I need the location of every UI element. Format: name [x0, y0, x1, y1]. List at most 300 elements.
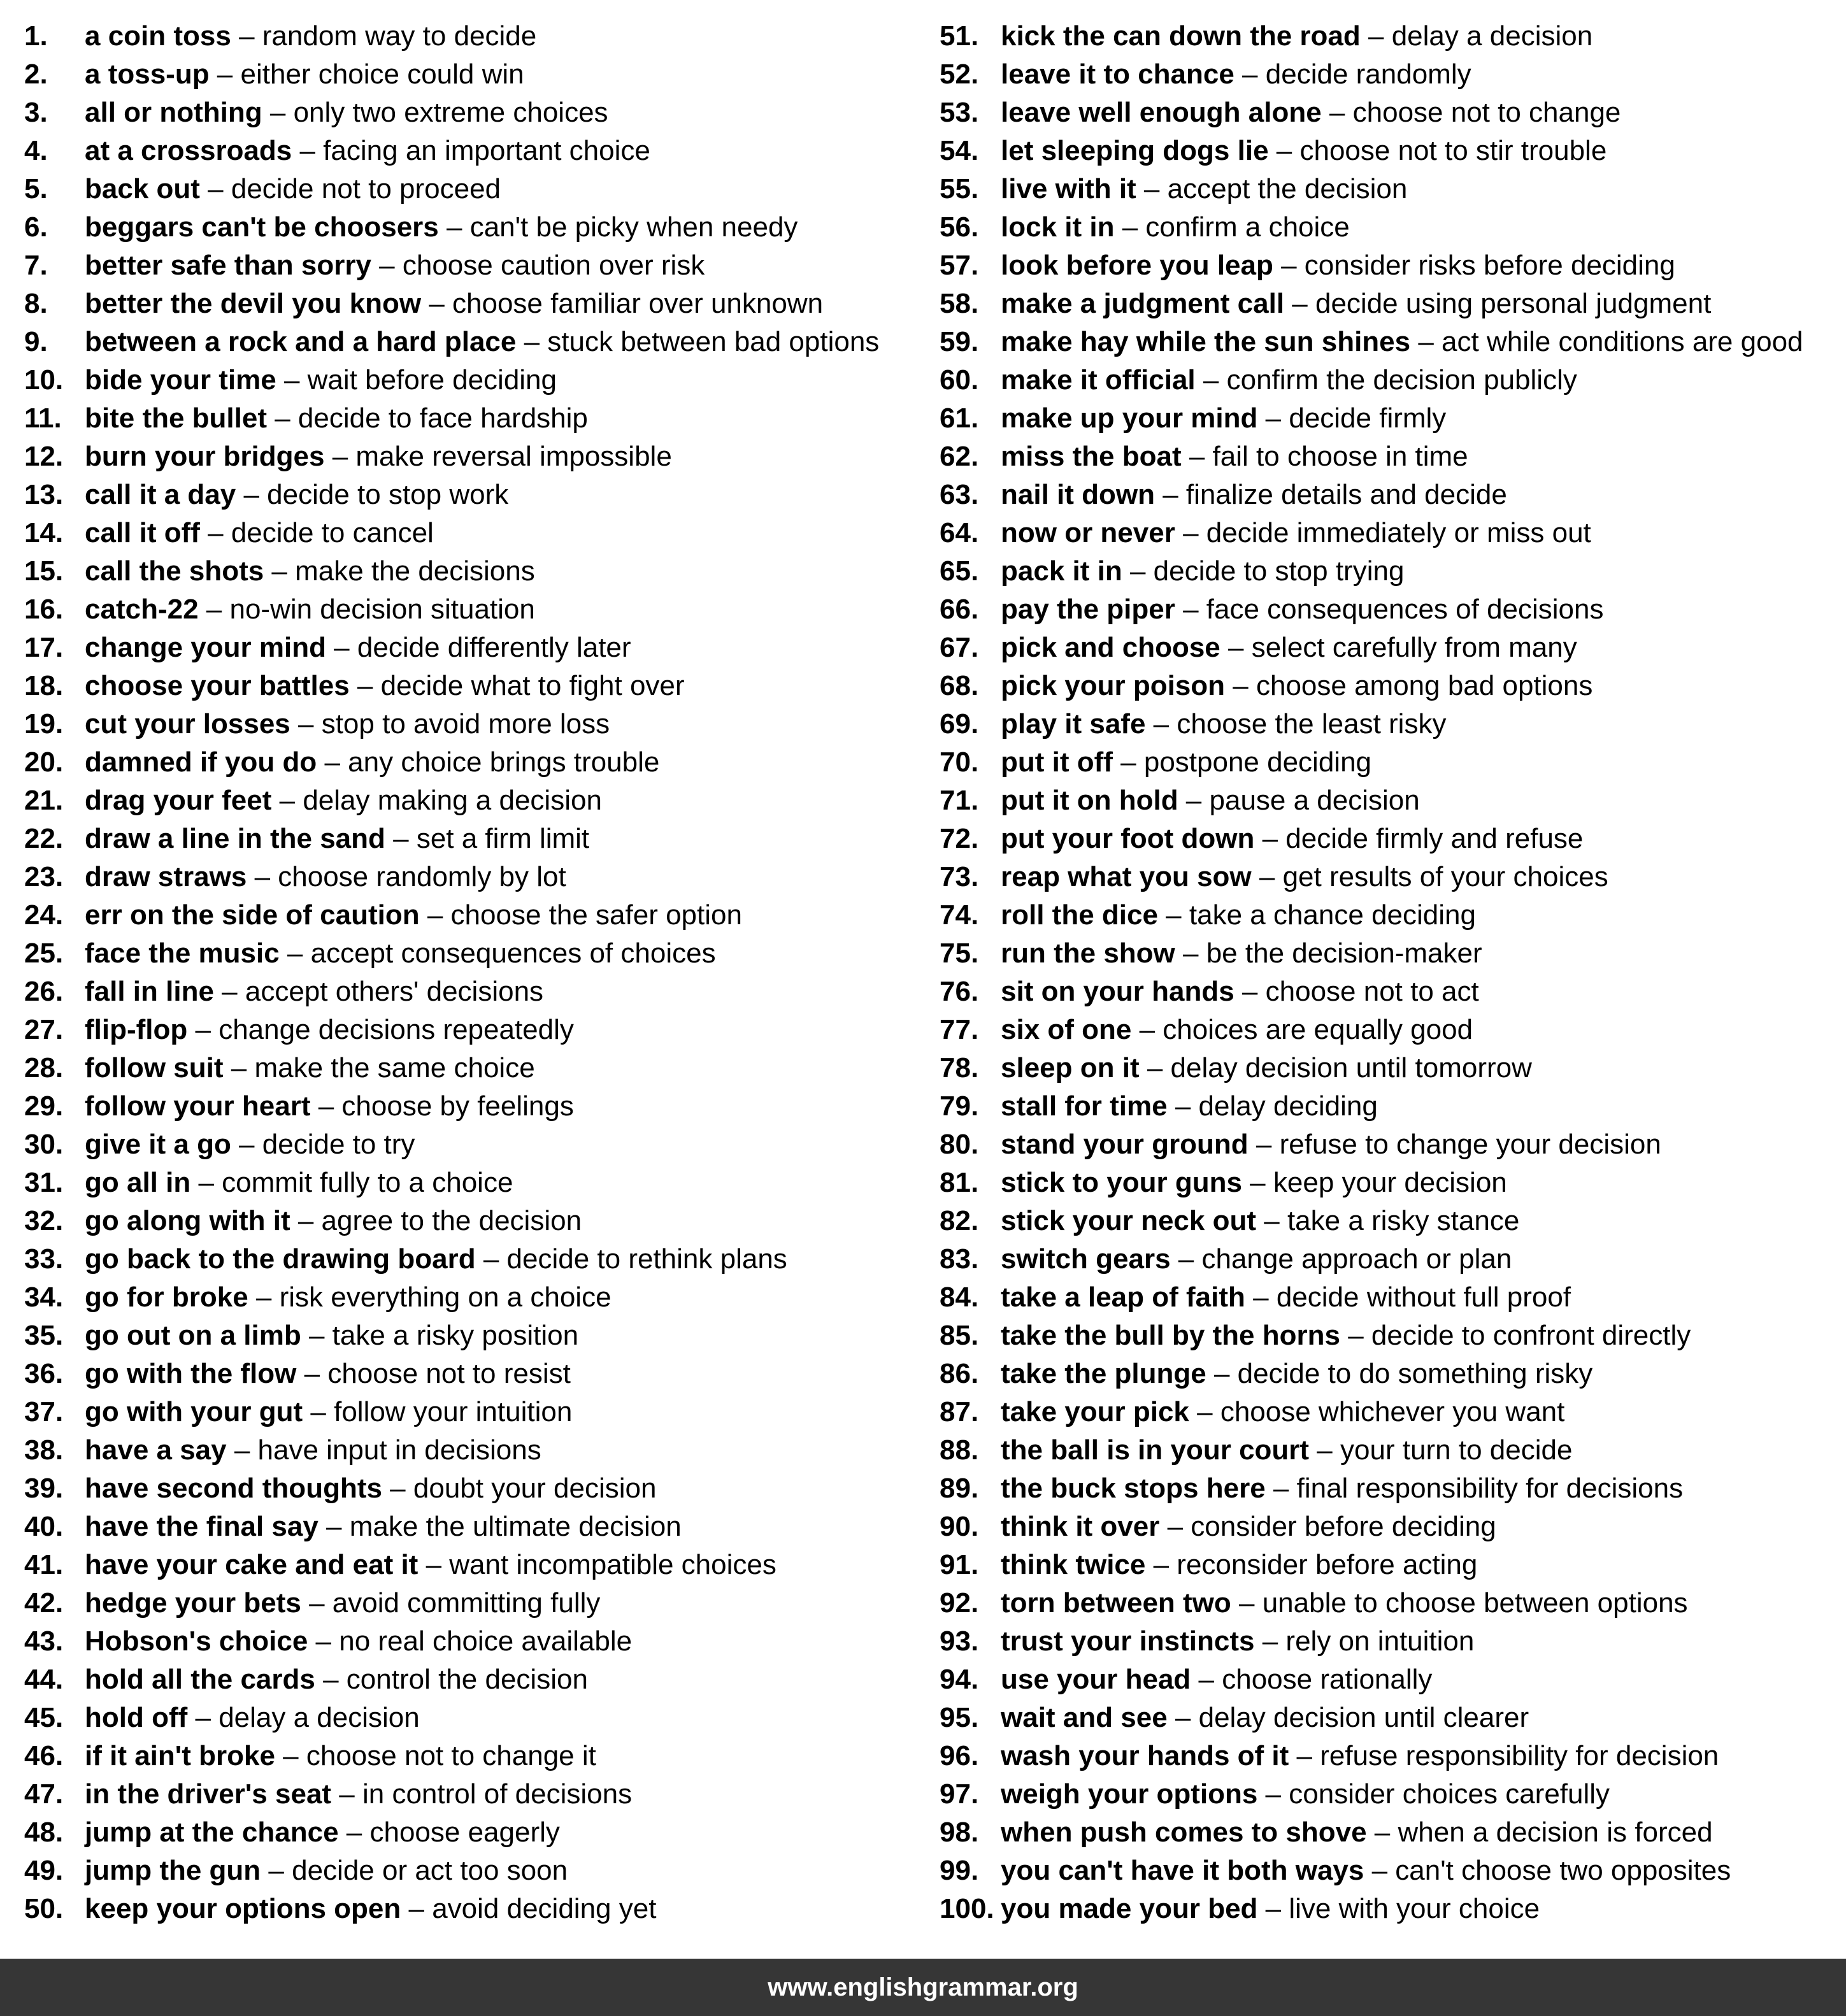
idiom-meaning: decide to do something risky — [1237, 1358, 1593, 1389]
dash-separator: – — [382, 1473, 413, 1504]
item-text — [85, 399, 588, 438]
item-text — [1001, 1049, 1532, 1087]
dash-separator: – — [275, 1740, 306, 1771]
idiom-meaning: decide without full proof — [1276, 1282, 1571, 1313]
idiom-phrase: put it off — [1001, 747, 1113, 778]
item-number: 63. — [940, 479, 979, 510]
idiom-phrase: draw a line in the sand — [85, 823, 385, 854]
dash-separator: – — [226, 1434, 258, 1466]
item-number: 47. — [24, 1778, 64, 1810]
idiom-phrase: draw straws — [85, 861, 247, 892]
idiom-list-item — [940, 896, 1844, 934]
item-text — [85, 1011, 574, 1049]
dash-separator: – — [317, 747, 348, 778]
item-number: 77. — [940, 1014, 979, 1045]
idiom-phrase: leave well enough alone — [1001, 97, 1322, 128]
idiom-phrase: sit on your hands — [1001, 976, 1234, 1007]
idiom-phrase: take a leap of faith — [1001, 1282, 1245, 1313]
idiom-phrase: have a say — [85, 1434, 227, 1466]
item-text — [1001, 1775, 1610, 1813]
item-text — [1001, 1584, 1688, 1622]
idiom-phrase: choose your battles — [85, 670, 350, 701]
item-text — [85, 170, 501, 208]
item-text — [85, 743, 659, 782]
idiom-meaning: make the ultimate decision — [349, 1511, 682, 1542]
idiom-phrase: Hobson's choice — [85, 1626, 308, 1657]
dash-separator: – — [198, 594, 230, 625]
dash-separator: – — [401, 1893, 433, 1924]
idiom-meaning: follow your intuition — [334, 1396, 573, 1427]
item-text — [85, 1317, 578, 1355]
item-text — [85, 1355, 571, 1393]
item-text — [85, 1393, 572, 1431]
dash-separator: – — [1159, 1511, 1191, 1542]
idiom-list-item — [24, 1164, 916, 1202]
dash-separator: – — [1248, 1129, 1280, 1160]
item-text — [1001, 1431, 1572, 1469]
dash-separator: – — [1131, 1014, 1163, 1045]
item-text — [1001, 1164, 1507, 1202]
dash-separator: – — [187, 1702, 219, 1733]
item-number: 70. — [940, 747, 979, 778]
idiom-meaning: pause a decision — [1209, 785, 1420, 816]
idiom-meaning: final responsibility for decisions — [1296, 1473, 1684, 1504]
idiom-list-item — [940, 514, 1844, 552]
idiom-list-item — [24, 1775, 916, 1813]
idiom-meaning: choose not to change — [1352, 97, 1621, 128]
item-number: 67. — [940, 632, 979, 663]
item-number: 66. — [940, 594, 979, 625]
idiom-meaning: choose not to change it — [306, 1740, 596, 1771]
idiom-list-item — [24, 1011, 916, 1049]
footer-website-url: www.englishgrammar.org — [768, 1973, 1078, 2001]
idiom-phrase: have the final say — [85, 1511, 318, 1542]
idiom-phrase: make hay while the sun shines — [1001, 326, 1411, 357]
item-text — [1001, 858, 1608, 896]
item-text — [1001, 170, 1407, 208]
idiom-list-item — [24, 1890, 916, 1928]
item-number: 42. — [24, 1587, 64, 1619]
dash-separator: – — [247, 861, 278, 892]
idiom-meaning: choose whichever you want — [1220, 1396, 1565, 1427]
idiom-phrase: fall in line — [85, 976, 214, 1007]
item-text — [85, 1546, 776, 1584]
idiom-phrase: go with your gut — [85, 1396, 303, 1427]
idiom-meaning: decide what to fight over — [380, 670, 685, 701]
item-number: 32. — [24, 1205, 64, 1236]
idiom-phrase: kick the can down the road — [1001, 20, 1361, 52]
idiom-list-item — [940, 782, 1844, 820]
idiom-list-item — [940, 1584, 1844, 1622]
item-text — [1001, 55, 1471, 94]
idiom-list-item — [940, 55, 1844, 94]
idiom-phrase: hold all the cards — [85, 1664, 315, 1695]
item-number: 90. — [940, 1511, 979, 1542]
idiom-list-item — [24, 705, 916, 743]
dash-separator: – — [338, 1817, 370, 1848]
idiom-list-item — [940, 934, 1844, 973]
dash-separator: – — [1231, 1587, 1263, 1619]
dash-separator: – — [1254, 823, 1286, 854]
dash-separator: – — [1175, 594, 1206, 625]
idiom-meaning: get results of your choices — [1282, 861, 1608, 892]
item-number: 100. — [940, 1893, 994, 1924]
dash-separator: – — [315, 1664, 347, 1695]
item-number: 31. — [24, 1167, 64, 1198]
item-text — [85, 552, 535, 590]
idiom-meaning: random way to decide — [262, 20, 537, 52]
idiom-phrase: pick and choose — [1001, 632, 1220, 663]
idiom-phrase: now or never — [1001, 517, 1175, 548]
idiom-list-left-column — [24, 17, 916, 1928]
idiom-phrase: trust your instincts — [1001, 1626, 1255, 1657]
idiom-meaning: refuse to change your decision — [1279, 1129, 1661, 1160]
idiom-list-item — [24, 1699, 916, 1737]
item-number: 36. — [24, 1358, 64, 1389]
idiom-meaning: decide to try — [262, 1129, 415, 1160]
item-text — [85, 514, 434, 552]
item-number: 54. — [940, 135, 979, 166]
item-number: 30. — [24, 1129, 64, 1160]
item-text — [1001, 1661, 1432, 1699]
idiom-list-item — [24, 94, 916, 132]
item-text — [1001, 1393, 1564, 1431]
item-text — [85, 1087, 574, 1126]
idiom-meaning: accept consequences of choices — [310, 938, 716, 969]
idiom-list-item — [940, 1278, 1844, 1317]
item-number: 83. — [940, 1243, 979, 1275]
item-number: 12. — [24, 441, 64, 472]
dash-separator: – — [209, 59, 241, 90]
dash-separator: – — [1257, 1778, 1289, 1810]
item-number: 1. — [24, 20, 48, 52]
item-text — [85, 1737, 596, 1775]
item-number: 69. — [940, 708, 979, 740]
dash-separator: – — [326, 632, 357, 663]
idiom-list-item — [24, 820, 916, 858]
item-number: 93. — [940, 1626, 979, 1657]
item-text — [1001, 1317, 1691, 1355]
idiom-meaning: in control of decisions — [362, 1778, 633, 1810]
item-number: 37. — [24, 1396, 64, 1427]
dash-separator: – — [223, 1052, 255, 1083]
idiom-meaning: when a decision is forced — [1398, 1817, 1713, 1848]
idiom-meaning: choose eagerly — [369, 1817, 560, 1848]
idiom-phrase: let sleeping dogs lie — [1001, 135, 1269, 166]
idiom-list-item — [940, 1813, 1844, 1852]
idiom-meaning: select carefully from many — [1251, 632, 1577, 663]
item-number: 13. — [24, 479, 64, 510]
idiom-list-item — [24, 132, 916, 170]
idiom-list-item — [24, 973, 916, 1011]
idiom-phrase: change your mind — [85, 632, 326, 663]
idiom-list-item — [24, 1469, 916, 1508]
idiom-list-item — [24, 858, 916, 896]
idiom-meaning: no real choice available — [339, 1626, 633, 1657]
item-number: 99. — [940, 1855, 979, 1886]
idiom-meaning: want incompatible choices — [449, 1549, 776, 1580]
idiom-list-item — [940, 1393, 1844, 1431]
item-text — [1001, 1622, 1474, 1661]
idiom-phrase: go along with it — [85, 1205, 290, 1236]
idiom-list-item — [940, 476, 1844, 514]
idiom-phrase: cut your losses — [85, 708, 290, 740]
item-text — [85, 973, 543, 1011]
item-text — [85, 858, 566, 896]
idiom-phrase: put your foot down — [1001, 823, 1255, 854]
idiom-meaning: delay making a decision — [303, 785, 602, 816]
idiom-meaning: make the same choice — [254, 1052, 535, 1083]
dash-separator: – — [1234, 976, 1266, 1007]
idiom-list-item — [24, 743, 916, 782]
dash-separator: – — [271, 785, 303, 816]
idiom-phrase: you made your bed — [1001, 1893, 1258, 1924]
idiom-phrase: six of one — [1001, 1014, 1132, 1045]
item-text — [85, 1622, 632, 1661]
idiom-meaning: decide to rethink plans — [506, 1243, 787, 1275]
idiom-phrase: go back to the drawing board — [85, 1243, 476, 1275]
idiom-phrase: go all in — [85, 1167, 191, 1198]
idiom-meaning: can't choose two opposites — [1395, 1855, 1731, 1886]
idiom-meaning: delay a decision — [218, 1702, 420, 1733]
dash-separator: – — [199, 173, 231, 204]
dash-separator: – — [1189, 1396, 1220, 1427]
item-text — [85, 1469, 656, 1508]
idiom-meaning: consider risks before deciding — [1304, 250, 1675, 281]
idiom-phrase: sleep on it — [1001, 1052, 1140, 1083]
idiom-meaning: can't be picky when needy — [469, 211, 798, 243]
idiom-meaning: have input in decisions — [257, 1434, 541, 1466]
idiom-list-item — [24, 629, 916, 667]
dash-separator: – — [1145, 1549, 1177, 1580]
item-number: 18. — [24, 670, 64, 701]
idiom-list-item — [24, 1278, 916, 1317]
idiom-meaning: decide differently later — [357, 632, 631, 663]
item-number: 29. — [24, 1090, 64, 1122]
idiom-list-item — [24, 1431, 916, 1469]
item-number: 68. — [940, 670, 979, 701]
dash-separator: – — [1289, 1740, 1320, 1771]
idiom-phrase: stick your neck out — [1001, 1205, 1257, 1236]
dash-separator: – — [1256, 1205, 1287, 1236]
idiom-list-item — [24, 667, 916, 705]
item-number: 6. — [24, 211, 48, 243]
dash-separator: – — [276, 364, 308, 396]
item-number: 52. — [940, 59, 979, 90]
item-number: 84. — [940, 1282, 979, 1313]
item-text — [1001, 1278, 1571, 1317]
dash-separator: – — [1309, 1434, 1340, 1466]
idiom-list-item — [24, 782, 916, 820]
idiom-meaning: change approach or plan — [1201, 1243, 1512, 1275]
item-number: 85. — [940, 1320, 979, 1351]
dash-separator: – — [267, 403, 298, 434]
idiom-list-item — [940, 285, 1844, 323]
item-number: 80. — [940, 1129, 979, 1160]
idiom-list-item — [24, 552, 916, 590]
dash-separator: – — [1254, 1626, 1286, 1657]
item-number: 53. — [940, 97, 979, 128]
dash-separator: – — [1234, 59, 1266, 90]
idiom-phrase: drag your feet — [85, 785, 272, 816]
idiom-list-item — [940, 1011, 1844, 1049]
item-number: 60. — [940, 364, 979, 396]
idiom-meaning: act while conditions are good — [1442, 326, 1803, 357]
idiom-phrase: if it ain't broke — [85, 1740, 275, 1771]
idiom-phrase: call it off — [85, 517, 200, 548]
idiom-meaning: doubt your decision — [413, 1473, 657, 1504]
item-text — [1001, 323, 1803, 361]
idiom-list-item — [940, 1890, 1844, 1928]
item-number: 48. — [24, 1817, 64, 1848]
item-text — [85, 590, 535, 629]
idiom-meaning: keep your decision — [1273, 1167, 1507, 1198]
item-text — [1001, 1355, 1592, 1393]
item-text — [1001, 705, 1446, 743]
item-text — [85, 629, 631, 667]
item-text — [1001, 743, 1371, 782]
dash-separator: – — [213, 976, 245, 1007]
item-number: 19. — [24, 708, 64, 740]
idiom-meaning: decide to cancel — [231, 517, 434, 548]
idiom-phrase: live with it — [1001, 173, 1136, 204]
item-number: 79. — [940, 1090, 979, 1122]
idiom-meaning: decide to face hardship — [297, 403, 588, 434]
item-number: 15. — [24, 555, 64, 587]
idiom-list-item — [24, 896, 916, 934]
idiom-meaning: accept the decision — [1167, 173, 1408, 204]
idiom-phrase: in the driver's seat — [85, 1778, 332, 1810]
idiom-meaning: only two extreme choices — [293, 97, 608, 128]
idiom-meaning: take a risky position — [332, 1320, 579, 1351]
dash-separator: – — [292, 135, 324, 166]
item-number: 76. — [940, 976, 979, 1007]
dash-separator: – — [418, 1549, 450, 1580]
item-text — [1001, 820, 1583, 858]
item-number: 39. — [24, 1473, 64, 1504]
idiom-list-item — [24, 247, 916, 285]
item-text — [1001, 973, 1479, 1011]
item-text — [1001, 132, 1606, 170]
idiom-phrase: a toss-up — [85, 59, 210, 90]
item-number: 24. — [24, 899, 64, 931]
dash-separator: – — [1157, 899, 1189, 931]
idiom-list-item — [940, 1431, 1844, 1469]
idiom-list-item — [24, 1737, 916, 1775]
dash-separator: – — [248, 1282, 280, 1313]
item-number: 78. — [940, 1052, 979, 1083]
dash-separator: – — [1181, 441, 1213, 472]
idiom-meaning: choose familiar over unknown — [452, 288, 824, 319]
item-text — [85, 1126, 415, 1164]
idiom-meaning: be the decision-maker — [1206, 938, 1482, 969]
idiom-phrase: roll the dice — [1001, 899, 1158, 931]
idiom-phrase: leave it to chance — [1001, 59, 1234, 90]
item-number: 82. — [940, 1205, 979, 1236]
idiom-list-item — [940, 973, 1844, 1011]
item-text — [85, 438, 672, 476]
idiom-list-item — [24, 208, 916, 247]
idiom-meaning: wait before deciding — [307, 364, 557, 396]
item-number: 91. — [940, 1549, 979, 1580]
idiom-phrase: reap what you sow — [1001, 861, 1252, 892]
item-text — [85, 1890, 656, 1928]
item-number: 9. — [24, 326, 48, 357]
idiom-phrase: catch-22 — [85, 594, 199, 625]
dash-separator: – — [1112, 747, 1144, 778]
idiom-list-item — [940, 820, 1844, 858]
item-text — [1001, 782, 1420, 820]
item-number: 5. — [24, 173, 48, 204]
item-number: 28. — [24, 1052, 64, 1083]
idiom-phrase: go out on a limb — [85, 1320, 301, 1351]
item-text — [1001, 1087, 1378, 1126]
dash-separator: – — [1257, 1893, 1289, 1924]
idiom-list-item — [940, 438, 1844, 476]
item-number: 38. — [24, 1434, 64, 1466]
idiom-meaning: decide not to proceed — [231, 173, 501, 204]
item-number: 97. — [940, 1778, 979, 1810]
idiom-phrase: call the shots — [85, 555, 264, 587]
idiom-phrase: make up your mind — [1001, 403, 1258, 434]
item-number: 95. — [940, 1702, 979, 1733]
idiom-meaning: choose randomly by lot — [278, 861, 566, 892]
item-number: 94. — [940, 1664, 979, 1695]
idiom-meaning: set a firm limit — [416, 823, 590, 854]
item-number: 62. — [940, 441, 979, 472]
idiom-meaning: choose rationally — [1222, 1664, 1433, 1695]
idiom-meaning: your turn to decide — [1340, 1434, 1573, 1466]
item-number: 64. — [940, 517, 979, 548]
idiom-phrase: bite the bullet — [85, 403, 267, 434]
idiom-meaning: either choice could win — [240, 59, 524, 90]
item-text — [1001, 934, 1482, 973]
item-number: 26. — [24, 976, 64, 1007]
idiom-phrase: at a crossroads — [85, 135, 292, 166]
dash-separator: – — [421, 288, 453, 319]
dash-separator: – — [303, 1396, 334, 1427]
dash-separator: – — [290, 1205, 322, 1236]
item-text — [1001, 1813, 1713, 1852]
idiom-list-item — [24, 438, 916, 476]
item-text — [1001, 247, 1675, 285]
item-number: 75. — [940, 938, 979, 969]
item-text — [1001, 552, 1404, 590]
idiom-list-item — [24, 1508, 916, 1546]
item-text — [1001, 1737, 1719, 1775]
idiom-meaning: choose among bad options — [1256, 670, 1593, 701]
item-number: 50. — [24, 1893, 64, 1924]
item-text — [1001, 1469, 1683, 1508]
idiom-meaning: decide randomly — [1265, 59, 1471, 90]
idiom-meaning: stop to avoid more loss — [321, 708, 610, 740]
dash-separator: – — [1170, 1243, 1202, 1275]
dash-separator: – — [190, 1167, 222, 1198]
item-text — [1001, 1011, 1473, 1049]
idiom-meaning: decide to stop work — [267, 479, 509, 510]
idiom-phrase: use your head — [1001, 1664, 1191, 1695]
idiom-meaning: choose not to resist — [327, 1358, 571, 1389]
item-number: 96. — [940, 1740, 979, 1771]
item-number: 74. — [940, 899, 979, 931]
idiom-phrase: weigh your options — [1001, 1778, 1258, 1810]
idiom-list-item — [940, 208, 1844, 247]
idiom-list-item — [940, 1546, 1844, 1584]
idiom-list-item — [940, 1699, 1844, 1737]
idiom-list-item — [940, 552, 1844, 590]
dash-separator: – — [1122, 555, 1154, 587]
idiom-meaning: any choice brings trouble — [348, 747, 660, 778]
